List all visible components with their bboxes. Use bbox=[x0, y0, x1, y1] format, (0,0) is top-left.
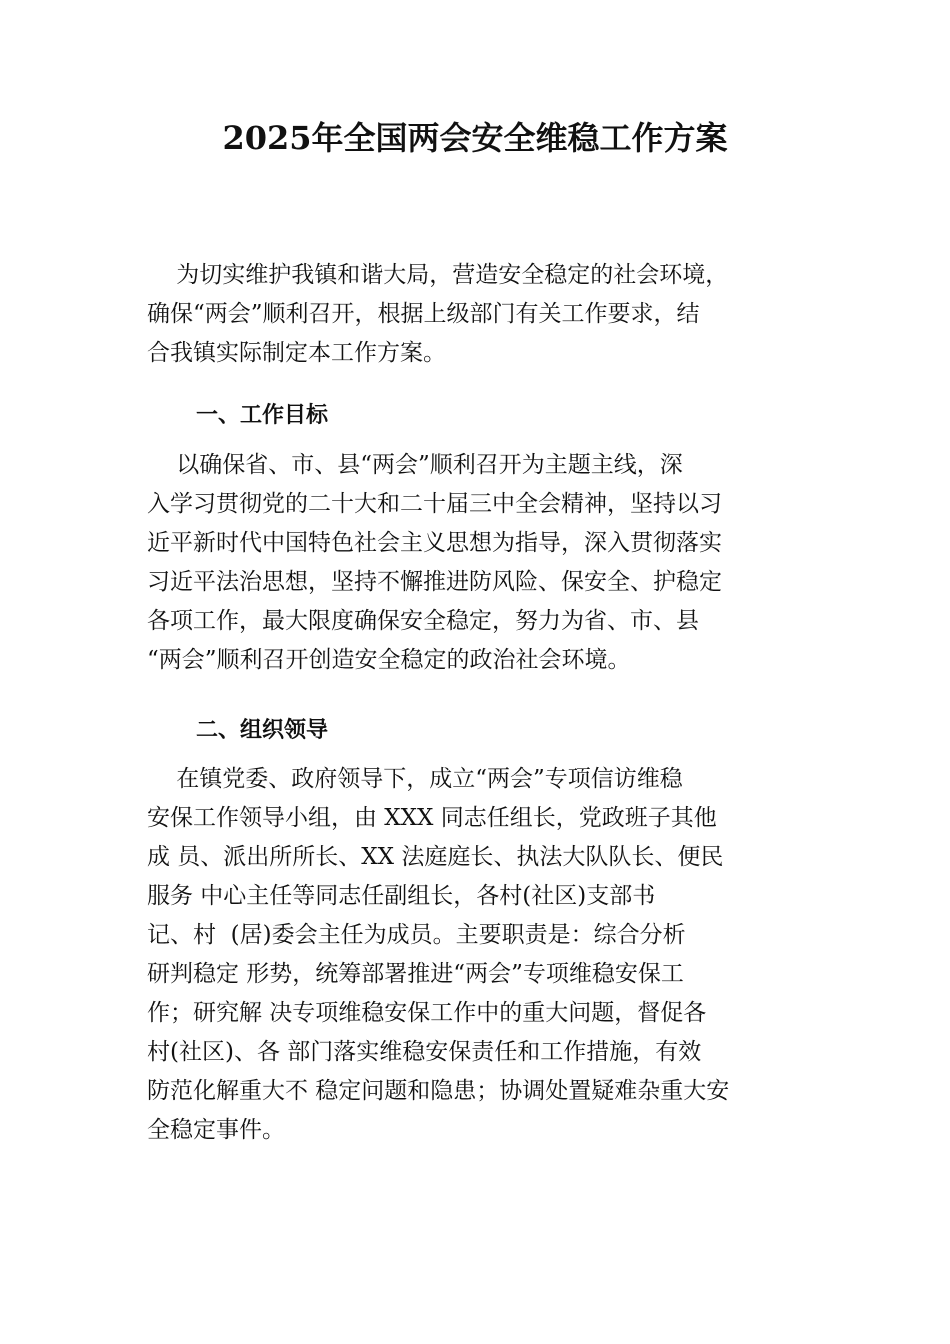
leadership-line: 村(社区)、各 部门落实维稳安保责任和工作措施，有效 bbox=[147, 1039, 702, 1065]
leadership-line: 研判稳定 形势，统筹部署推进“两会”专项维稳安保工 bbox=[147, 961, 684, 987]
leadership-line: 在镇党委、政府领导下，成立“两会”专项信访维稳 bbox=[147, 766, 683, 792]
intro-line: 为切实维护我镇和谐大局，营造安全稳定的社会环境， bbox=[147, 262, 729, 288]
goals-line: 近平新时代中国特色社会主义思想为指导，深入贯彻落实 bbox=[147, 530, 722, 556]
leadership-line: 记、村 (居)委会主任为成员。主要职责是：综合分析 bbox=[147, 922, 686, 948]
intro-line: 合我镇实际制定本工作方案。 bbox=[147, 340, 446, 366]
leadership-paragraph bbox=[147, 760, 827, 1150]
intro-paragraph bbox=[147, 256, 827, 373]
leadership-line: 防范化解重大不 稳定问题和隐患；协调处置疑难杂重大安 bbox=[147, 1078, 730, 1104]
leadership-line: 服务 中心主任等同志任副组长，各村(社区)支部书 bbox=[147, 883, 656, 909]
leadership-line: 安保工作领导小组，由 XXX 同志任组长，党政班子其他 bbox=[147, 805, 717, 831]
goals-line: 各项工作，最大限度确保安全稳定，努力为省、市、县 bbox=[147, 608, 699, 634]
goals-paragraph bbox=[147, 446, 827, 680]
goals-line: “两会”顺利召开创造安全稳定的政治社会环境。 bbox=[147, 647, 631, 673]
leadership-line: 作；研究解 决专项维稳安保工作中的重大问题，督促各 bbox=[147, 1000, 707, 1026]
leadership-line: 成 员、派出所所长、XX 法庭庭长、执法大队队长、便民 bbox=[147, 844, 724, 870]
intro-line: 确保“两会”顺利召开，根据上级部门有关工作要求，结 bbox=[147, 301, 700, 327]
section-heading-leadership: 二、组织领导 bbox=[196, 718, 329, 743]
goals-line: 习近平法治思想，坚持不懈推进防风险、保安全、护稳定 bbox=[147, 569, 722, 595]
leadership-line: 全稳定事件。 bbox=[147, 1117, 285, 1143]
goals-line: 以确保省、市、县“两会”顺利召开为主题主线，深 bbox=[147, 452, 683, 478]
goals-line: 入学习贯彻党的二十大和二十届三中全会精神，坚持以习 bbox=[147, 491, 722, 517]
document-title: 2025年全国两会安全维稳工作方案 bbox=[222, 119, 728, 157]
section-heading-goals: 一、工作目标 bbox=[196, 403, 329, 428]
